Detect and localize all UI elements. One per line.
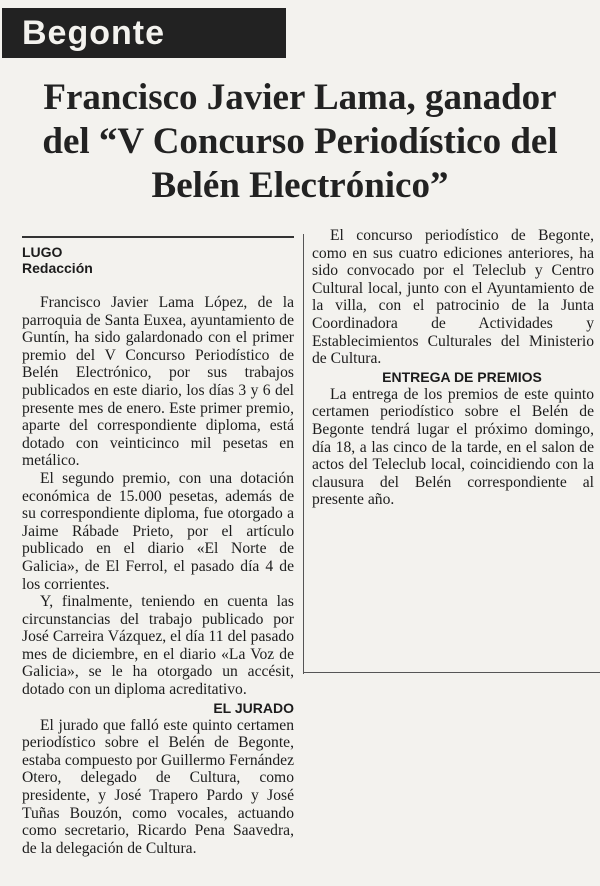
subhead-jurado: EL JURADO bbox=[213, 699, 294, 716]
paragraph-2: El segundo premio, con una dotación económica de 15.000 pesetas, además de su correspondiente diploma, fue otorgado a Jaime Rábade Prieto, por el artículo publicado en el diario «El Norte de Galicia», de El Ferrol, el pasado día 4 de los corrientes. bbox=[22, 469, 294, 593]
section-title: Begonte bbox=[2, 8, 286, 58]
headline bbox=[10, 76, 590, 208]
paragraph-3: Y, finalmente, teniendo en cuenta las circunstancias del trabajo publicado por José Carreira Vázquez, el día 11 del pasado mes de diciembre, en el diario «La Voz de Galicia», se le ha otorgado un accésit, dotado con un diploma acreditativo. bbox=[22, 593, 294, 699]
headline-line-1: Francisco Javier Lama, ganador bbox=[43, 77, 557, 118]
paragraph-4 bbox=[22, 717, 294, 858]
byline bbox=[22, 244, 294, 276]
column-top-rule bbox=[22, 236, 294, 238]
paragraph-4-text: El jurado que falló este quinto certamen periodístico sobre el Belén de Begonte, estaba compuesto por Guillermo Fernández Otero, delegado de Cultura, como presidente, y José Trapero Pardo y José Tuñas Bouzón, como vocales, actuando como secretario, Ricardo Pena Saavedra, de la delegación de Cultura. bbox=[22, 716, 294, 857]
column-divider bbox=[303, 234, 304, 674]
byline-location: LUGO bbox=[22, 244, 63, 260]
headline-line-3: Belén Electrónico” bbox=[151, 165, 449, 206]
headline-line-2: del “V Concurso Periodístico del bbox=[42, 121, 558, 162]
subhead-premios: ENTREGA DE PREMIOS bbox=[382, 368, 542, 385]
paragraph-5: El concurso periodístico de Begonte, como en sus cuatro ediciones anteriores, ha sido convocado por el Teleclub y Centro Cultural local, junto con el Ayuntamiento de la villa, con el patrocinio de la Junta Coordinadora de Actividades y Establecimientos Culturales del Ministerio de Cultura. bbox=[312, 227, 594, 368]
paragraph-6: La entrega de los premios de este quinto certamen periodístico sobre el Belén de Begonte tendrá lugar el próximo domingo, día 18, a las cinco de la tarde, en el salon de actos del Teleclub local, coincidiendo con la clausura del Belén correspondiente al presente año. bbox=[312, 385, 594, 509]
paragraph-1: Francisco Javier Lama López, de la parroquia de Santa Euxea, ayuntamiento de Guntín, ha sido galardonado con el primer premio del V Concurso Periodístico de Belén Electrónico, por sus trabajos publicados en este diario, los días 3 y 6 del presente mes de enero. Este primer premio, aparte del correspondiente diploma, está dotado con veinticinco mil pesetas en metálico. bbox=[22, 294, 294, 470]
byline-source: Redacción bbox=[22, 260, 93, 276]
article-end-rule bbox=[303, 672, 600, 673]
article-column-left bbox=[22, 244, 294, 857]
article-column-right bbox=[312, 227, 594, 509]
